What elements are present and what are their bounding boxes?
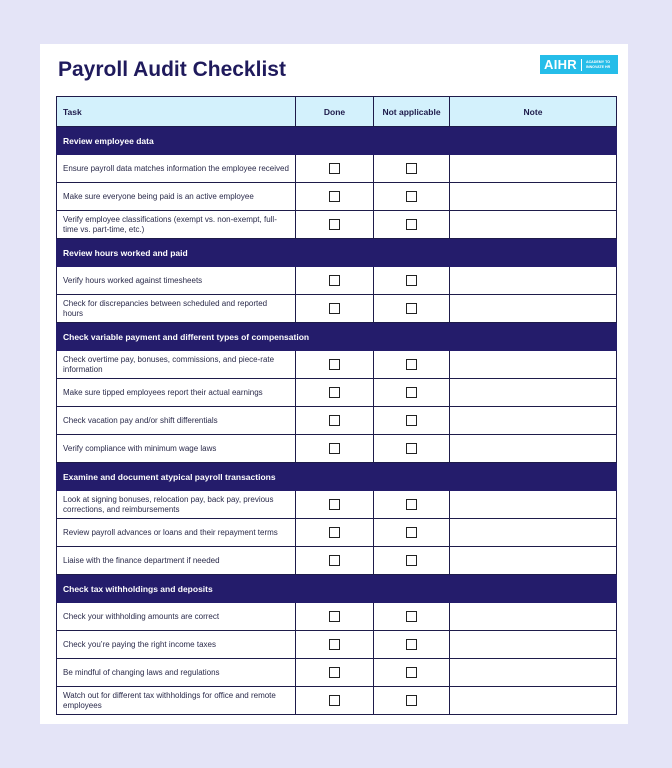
task-text: Verify compliance with minimum wage laws <box>57 435 296 463</box>
not-applicable-checkbox-cell <box>374 407 450 435</box>
note-field[interactable] <box>450 295 617 323</box>
checklist-body <box>57 127 617 715</box>
not-applicable-checkbox-cell <box>374 267 450 295</box>
task-text: Verify employee classifications (exempt vs. non-exempt, full-time vs. part-time, etc.) <box>57 211 296 239</box>
done-checkbox-cell <box>296 547 374 575</box>
not-applicable-checkbox-cell <box>374 491 450 519</box>
done-checkbox-cell <box>296 155 374 183</box>
done-checkbox[interactable] <box>329 499 340 510</box>
checklist-row <box>57 211 617 239</box>
done-checkbox[interactable] <box>329 163 340 174</box>
not-applicable-checkbox[interactable] <box>406 191 417 202</box>
done-checkbox-cell <box>296 435 374 463</box>
section-title: Examine and document atypical payroll transactions <box>57 463 617 491</box>
done-checkbox-cell <box>296 687 374 715</box>
checklist-row <box>57 687 617 715</box>
note-field[interactable] <box>450 435 617 463</box>
note-field[interactable] <box>450 351 617 379</box>
not-applicable-checkbox-cell <box>374 659 450 687</box>
done-checkbox-cell <box>296 351 374 379</box>
done-checkbox[interactable] <box>329 443 340 454</box>
logo-tagline-line2: INNOVATE HR <box>585 64 611 69</box>
section-header-row <box>57 127 617 155</box>
checklist-row <box>57 603 617 631</box>
not-applicable-checkbox[interactable] <box>406 415 417 426</box>
note-field[interactable] <box>450 211 617 239</box>
checklist-row <box>57 183 617 211</box>
aihr-logo <box>540 55 618 74</box>
note-field[interactable] <box>450 631 617 659</box>
not-applicable-checkbox[interactable] <box>406 443 417 454</box>
section-header-row <box>57 323 617 351</box>
note-field[interactable] <box>450 155 617 183</box>
done-checkbox[interactable] <box>329 527 340 538</box>
not-applicable-checkbox-cell <box>374 603 450 631</box>
note-field[interactable] <box>450 519 617 547</box>
note-field[interactable] <box>450 547 617 575</box>
task-text: Check vacation pay and/or shift differentials <box>57 407 296 435</box>
done-checkbox-cell <box>296 211 374 239</box>
checklist-row <box>57 547 617 575</box>
not-applicable-checkbox[interactable] <box>406 387 417 398</box>
task-text: Make sure everyone being paid is an active employee <box>57 183 296 211</box>
not-applicable-checkbox[interactable] <box>406 611 417 622</box>
checklist-row <box>57 659 617 687</box>
done-checkbox-cell <box>296 659 374 687</box>
task-text: Check for discrepancies between scheduled and reported hours <box>57 295 296 323</box>
done-checkbox[interactable] <box>329 667 340 678</box>
column-header-task: Task <box>57 97 296 127</box>
page-title: Payroll Audit Checklist <box>58 58 286 81</box>
logo-divider <box>581 59 582 71</box>
checklist-row <box>57 295 617 323</box>
logo-wordmark: AIHR <box>544 57 577 72</box>
checklist-row <box>57 519 617 547</box>
done-checkbox-cell <box>296 491 374 519</box>
not-applicable-checkbox[interactable] <box>406 555 417 566</box>
checklist-row <box>57 407 617 435</box>
not-applicable-checkbox-cell <box>374 519 450 547</box>
done-checkbox[interactable] <box>329 275 340 286</box>
done-checkbox-cell <box>296 631 374 659</box>
task-text: Review payroll advances or loans and their repayment terms <box>57 519 296 547</box>
done-checkbox-cell <box>296 295 374 323</box>
task-text: Check your withholding amounts are correct <box>57 603 296 631</box>
not-applicable-checkbox[interactable] <box>406 359 417 370</box>
not-applicable-checkbox-cell <box>374 295 450 323</box>
not-applicable-checkbox-cell <box>374 631 450 659</box>
note-field[interactable] <box>450 407 617 435</box>
task-text: Check you’re paying the right income taxes <box>57 631 296 659</box>
task-text: Look at signing bonuses, relocation pay, back pay, previous corrections, and reimbursements <box>57 491 296 519</box>
section-header-row <box>57 239 617 267</box>
done-checkbox[interactable] <box>329 415 340 426</box>
not-applicable-checkbox[interactable] <box>406 275 417 286</box>
note-field[interactable] <box>450 659 617 687</box>
note-field[interactable] <box>450 379 617 407</box>
task-text: Make sure tipped employees report their actual earnings <box>57 379 296 407</box>
done-checkbox[interactable] <box>329 219 340 230</box>
checklist-table <box>56 96 617 715</box>
column-header-done: Done <box>296 97 374 127</box>
checklist-row <box>57 155 617 183</box>
task-text: Watch out for different tax withholdings for office and remote employees <box>57 687 296 715</box>
task-text: Liaise with the finance department if needed <box>57 547 296 575</box>
logo-tagline <box>586 60 610 69</box>
not-applicable-checkbox-cell <box>374 155 450 183</box>
column-header-not-applicable: Not applicable <box>374 97 450 127</box>
done-checkbox[interactable] <box>329 387 340 398</box>
note-field[interactable] <box>450 183 617 211</box>
section-title: Check tax withholdings and deposits <box>57 575 617 603</box>
not-applicable-checkbox[interactable] <box>406 639 417 650</box>
checklist-page <box>40 44 628 724</box>
checklist-row <box>57 351 617 379</box>
note-field[interactable] <box>450 603 617 631</box>
note-field[interactable] <box>450 267 617 295</box>
done-checkbox-cell <box>296 183 374 211</box>
table-header-row <box>57 97 617 127</box>
done-checkbox[interactable] <box>329 555 340 566</box>
done-checkbox[interactable] <box>329 191 340 202</box>
not-applicable-checkbox-cell <box>374 547 450 575</box>
section-header-row <box>57 463 617 491</box>
not-applicable-checkbox-cell <box>374 435 450 463</box>
not-applicable-checkbox[interactable] <box>406 695 417 706</box>
not-applicable-checkbox-cell <box>374 351 450 379</box>
done-checkbox[interactable] <box>329 359 340 370</box>
done-checkbox[interactable] <box>329 639 340 650</box>
task-text: Verify hours worked against timesheets <box>57 267 296 295</box>
task-text: Be mindful of changing laws and regulations <box>57 659 296 687</box>
logo-tagline-line1: ACADEMY TO <box>585 60 611 64</box>
done-checkbox-cell <box>296 519 374 547</box>
section-header-row <box>57 575 617 603</box>
checklist-row <box>57 491 617 519</box>
not-applicable-checkbox[interactable] <box>406 219 417 230</box>
checklist-row <box>57 267 617 295</box>
checklist-row <box>57 631 617 659</box>
section-title: Review employee data <box>57 127 617 155</box>
note-field[interactable] <box>450 491 617 519</box>
done-checkbox[interactable] <box>329 611 340 622</box>
not-applicable-checkbox[interactable] <box>406 527 417 538</box>
not-applicable-checkbox-cell <box>374 379 450 407</box>
not-applicable-checkbox[interactable] <box>406 667 417 678</box>
not-applicable-checkbox[interactable] <box>406 303 417 314</box>
task-text: Check overtime pay, bonuses, commissions, and piece-rate information <box>57 351 296 379</box>
done-checkbox-cell <box>296 603 374 631</box>
checklist-row <box>57 379 617 407</box>
not-applicable-checkbox-cell <box>374 183 450 211</box>
not-applicable-checkbox-cell <box>374 687 450 715</box>
done-checkbox-cell <box>296 267 374 295</box>
not-applicable-checkbox[interactable] <box>406 163 417 174</box>
done-checkbox-cell <box>296 407 374 435</box>
done-checkbox-cell <box>296 379 374 407</box>
section-title: Check variable payment and different types of compensation <box>57 323 617 351</box>
task-text: Ensure payroll data matches information the employee received <box>57 155 296 183</box>
section-title: Review hours worked and paid <box>57 239 617 267</box>
not-applicable-checkbox[interactable] <box>406 499 417 510</box>
not-applicable-checkbox-cell <box>374 211 450 239</box>
done-checkbox[interactable] <box>329 303 340 314</box>
note-field[interactable] <box>450 687 617 715</box>
done-checkbox[interactable] <box>329 695 340 706</box>
column-header-note: Note <box>450 97 617 127</box>
checklist-row <box>57 435 617 463</box>
